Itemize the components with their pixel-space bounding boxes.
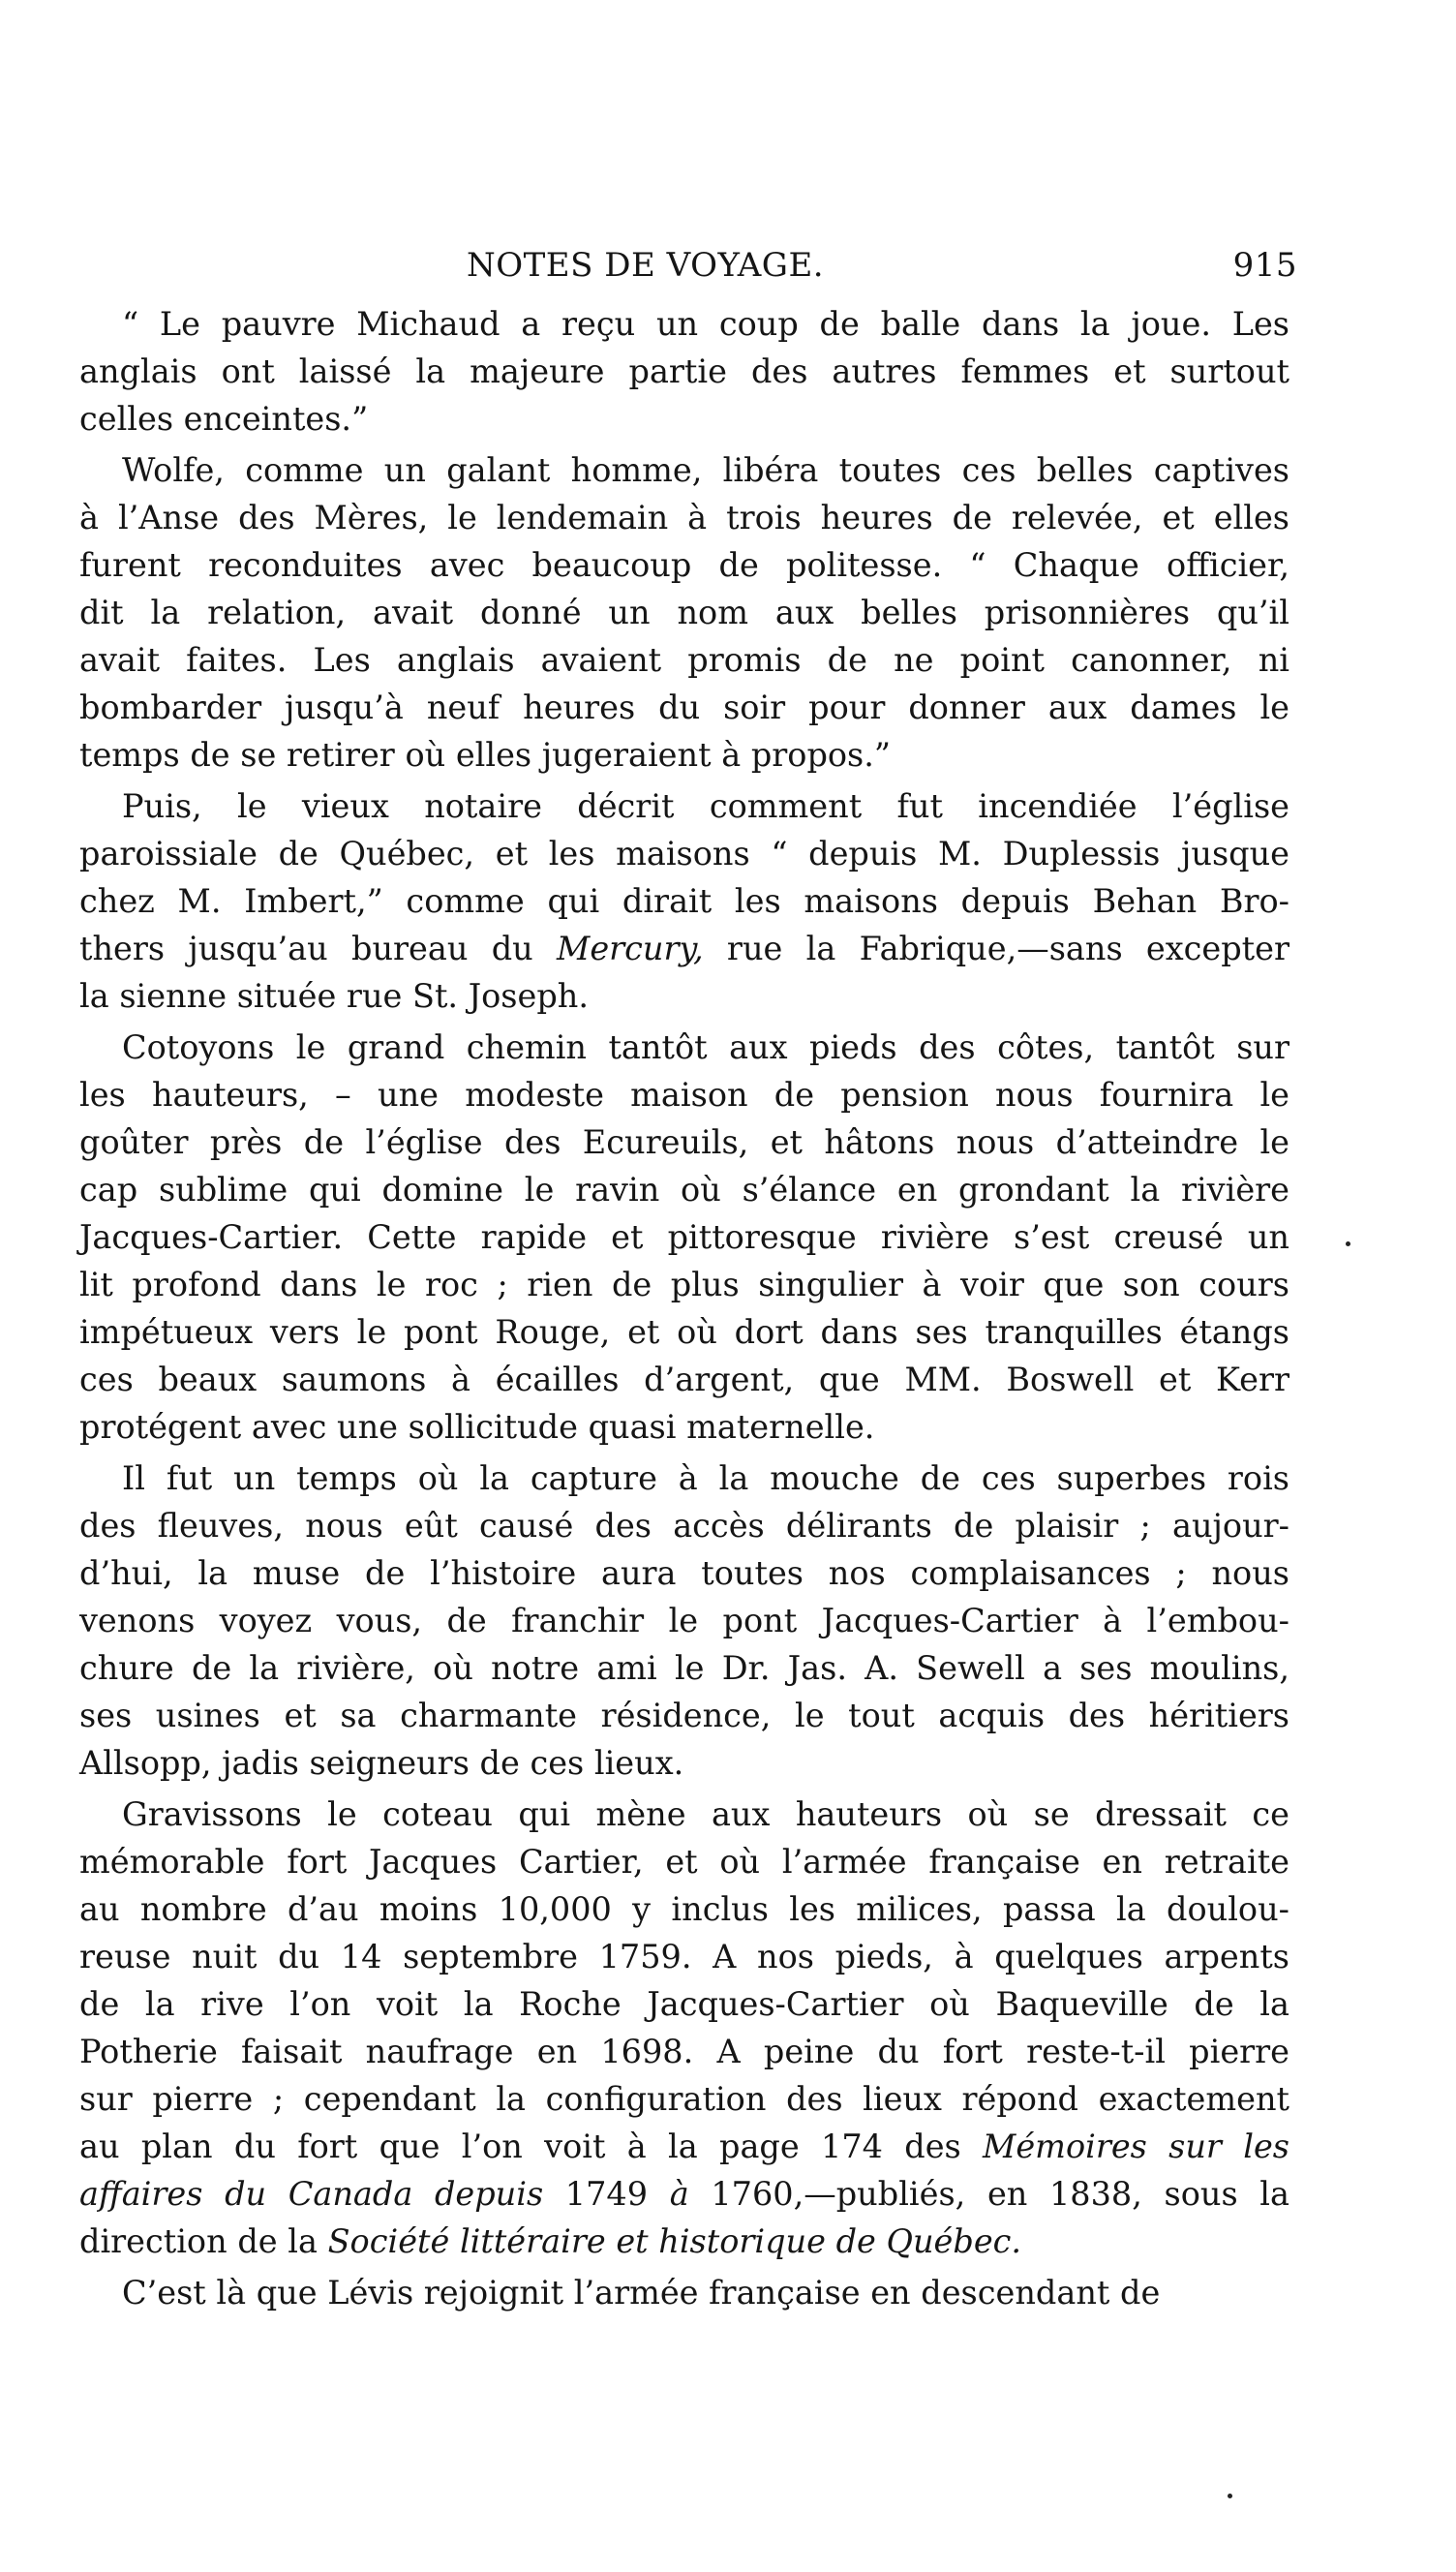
text-segment: 1760,—publiés, en 1838, sous la [688,2175,1289,2213]
text-line: mémorable fort Jacques Cartier, et où l’armée française en retraite [79,1843,1289,1881]
text-line [79,2218,1289,2265]
paragraph [79,1024,1289,1451]
ink-speck [1228,2494,1232,2498]
italic-text: à [669,2175,689,2213]
body-text [79,300,1289,2316]
text-line: chez M. Imbert,” comme qui dirait les maisons depuis Behan Bro- [79,882,1289,920]
text-line: ses usines et sa charmante résidence, le tout acquis des héritiers [79,1697,1289,1734]
text-line: Allsopp, jadis seigneurs de ces lieux. [79,1744,684,1782]
text-line: Gravissons le coteau qui mène aux hauteurs où se dressait ce [122,1795,1289,1833]
text-line: de la rive l’on voit la Roche Jacques-Cartier où Baqueville de la [79,1985,1289,2023]
text-line: venons voyez vous, de franchir le pont Jacques-Cartier à l’embou- [79,1602,1289,1639]
text-segment: au plan du fort que l’on voit à la page 174 des [79,2128,984,2165]
text-line: chure de la rivière, où notre ami le Dr. Jas. A. Sewell a ses moulins, [79,1649,1289,1687]
text-line: C’est là que Lévis rejoignit l’armée française en descendant de [122,2274,1161,2312]
running-head [79,232,1297,300]
text-line [79,2123,1289,2170]
italic-text: Mercury, [557,930,704,967]
text-line: au nombre d’au moins 10,000 y inclus les milices, passa la doulou- [79,1890,1289,1928]
text-line: les hauteurs, – une modeste maison de pension nous fournira le [79,1076,1289,1114]
text-line: furent reconduites avec beaucoup de politesse. “ Chaque officier, [79,546,1289,584]
text-line: anglais ont laissé la majeure partie des autres femmes et surtout [79,352,1289,390]
ink-speck [1346,1241,1350,1246]
page-number: 915 [1232,246,1297,285]
text-line: paroissiale de Québec, et les maisons “ depuis M. Duplessis jusque [79,835,1289,873]
paragraph [79,1791,1289,2265]
text-line: impétueux vers le pont Rouge, et où dort dans ses tranquilles étangs [79,1313,1289,1351]
text-segment: rue la Fabrique,—sans excepter [703,930,1289,967]
text-line: lit profond dans le roc ; rien de plus singulier à voir que son cours [79,1266,1289,1303]
text-line: Cotoyons le grand chemin tantôt aux pieds des côtes, tantôt sur [122,1028,1289,1066]
text-line: sur pierre ; cependant la configuration des lieux répond exactement [79,2080,1289,2118]
text-line [79,2170,1289,2218]
text-line [79,925,1289,972]
text-line: celles enceintes.” [79,400,369,438]
paragraph [79,446,1289,779]
paragraph [79,300,1289,443]
text-line: temps de se retirer où elles jugeraient à propos.” [79,736,892,774]
italic-text: Mémoires sur les [983,2128,1289,2165]
text-line: cap sublime qui domine le ravin où s’élance en grondant la rivière [79,1171,1289,1209]
text-line: Potherie faisait naufrage en 1698. A peine du fort reste-t-il pierre [79,2033,1289,2070]
text-line: à l’Anse des Mères, le lendemain à trois heures de relevée, et elles [79,499,1289,536]
text-line: des fleuves, nous eût causé des accès délirants de plaisir ; aujour- [79,1507,1289,1545]
text-line: avait faites. Les anglais avaient promis de ne point canonner, ni [79,641,1289,679]
italic-text: affaires du Canada depuis [79,2175,544,2213]
text-line: dit la relation, avait donné un nom aux belles prisonnières qu’il [79,594,1289,631]
text-segment: 1749 [543,2175,670,2213]
paragraph [79,1454,1289,1787]
paragraph [79,2269,1289,2316]
text-line: bombarder jusqu’à neuf heures du soir pour donner aux dames le [79,689,1289,726]
book-page [79,232,1297,2320]
text-line: reuse nuit du 14 septembre 1759. A nos pieds, à quelques arpents [79,1938,1289,1975]
italic-text: Société littéraire et historique de Québec. [327,2222,1022,2260]
text-line: Il fut un temps où la capture à la mouche de ces superbes rois [122,1459,1289,1497]
text-line: la sienne située rue St. Joseph. [79,977,589,1015]
text-segment: direction de la [79,2222,328,2260]
text-line: Wolfe, comme un galant homme, libéra toutes ces belles captives [122,451,1289,489]
running-title: NOTES DE VOYAGE. [467,246,825,285]
text-segment: thers jusqu’au bureau du [79,930,558,967]
text-line: protégent avec une sollicitude quasi maternelle. [79,1408,875,1446]
text-line: Puis, le vieux notaire décrit comment fut incendiée l’église [122,787,1289,825]
text-line: “ Le pauvre Michaud a reçu un coup de balle dans la joue. Les [122,305,1289,343]
text-line: d’hui, la muse de l’histoire aura toutes nos complaisances ; nous [79,1554,1289,1592]
paragraph [79,782,1289,1020]
text-line: ces beaux saumons à écailles d’argent, que MM. Boswell et Kerr [79,1361,1289,1398]
text-line: Jacques-Cartier. Cette rapide et pittoresque rivière s’est creusé un [79,1218,1289,1256]
text-line: goûter près de l’église des Ecureuils, et hâtons nous d’atteindre le [79,1123,1289,1161]
